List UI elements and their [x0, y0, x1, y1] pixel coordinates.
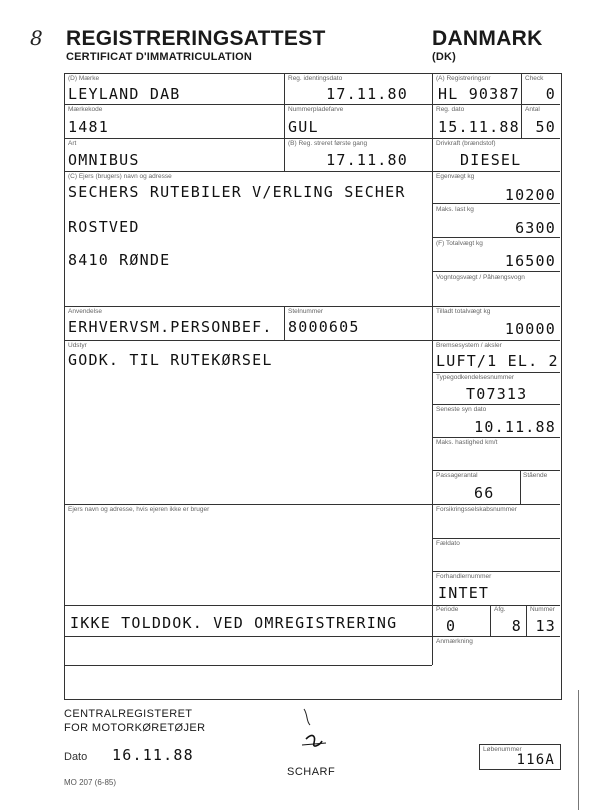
- port3-label: Nummer: [530, 606, 555, 613]
- typegodk-label: Typegodkendelsesnummer: [436, 374, 515, 381]
- footer-dato-value: 16.11.88: [112, 746, 194, 764]
- row-line-4: [64, 306, 560, 307]
- row-line-3: [64, 171, 560, 172]
- form-code: MO 207 (6-85): [64, 778, 117, 787]
- row-line-2: [64, 138, 560, 139]
- nr2-value: 50: [535, 118, 556, 136]
- staende-label: Stående: [523, 472, 548, 479]
- nummerplade-label: Nummerpladefarve: [288, 106, 344, 113]
- ejer2-label: Ejers navn og adresse, hvis ejeren ikke er bruger: [68, 506, 210, 513]
- signature-scribble: [292, 705, 342, 765]
- reg-dato-value: 17.11.80: [326, 85, 408, 103]
- nr2-label: Antal: [525, 106, 540, 113]
- document-subtitle: CERTIFICAT D'IMMATRICULATION: [66, 51, 253, 63]
- reg-nr-value: HL 90387: [438, 85, 520, 103]
- col-line-2: [432, 73, 433, 665]
- right-line-3: [432, 271, 560, 272]
- faldato-label: Fældato: [436, 540, 460, 547]
- totalvaegt-value: 16500: [504, 252, 556, 270]
- row-line-5: [64, 340, 560, 341]
- totalvaegt-label: (F) Totalvægt kg: [436, 240, 483, 247]
- right-line-4: [432, 372, 560, 373]
- bemaerkning-value: IKKE TOLDDOK. VED OMREGISTRERING: [70, 614, 398, 632]
- col-line-4: [520, 470, 521, 504]
- nummerplade-value: GUL: [288, 118, 319, 136]
- portal-label: Periode: [436, 606, 459, 613]
- drivkraft-label: Drivkraft (brændstof): [436, 140, 496, 147]
- dato2-value: 15.11.88: [438, 118, 520, 136]
- passagerer-value: 66: [474, 484, 495, 502]
- maks-hast-label: Maks. hastighed km/t: [436, 439, 498, 446]
- bremser-value: LUFT/1 EL. 2: [436, 352, 559, 370]
- ejer-line-2: ROSTVED: [68, 218, 140, 236]
- egenvaegt-value: 10200: [504, 186, 556, 204]
- maerke-label: (D) Mærke: [68, 75, 100, 82]
- forste-value: 17.11.80: [326, 151, 408, 169]
- row-line-8: [64, 636, 560, 637]
- forsikring-label: Forsikringsselskabsnummer: [436, 506, 517, 513]
- row-line-6: [64, 504, 432, 505]
- portal-value: 0: [446, 617, 457, 635]
- art-label: Art: [68, 140, 77, 147]
- reg-dato-label: Reg. identingsdato: [288, 75, 343, 82]
- forhandler-label: Forhandlernummer: [436, 573, 492, 580]
- tilladt-label: Tilladt totalvægt kg: [436, 308, 491, 315]
- ejer-line-3: 8410 RØNDE: [68, 251, 171, 269]
- right-line-5: [432, 404, 560, 405]
- ejer-label: (C) Ejers (brugers) navn og adresse: [68, 173, 172, 180]
- scan-edge-mark: [578, 690, 579, 810]
- row-line-9: [64, 665, 432, 666]
- col-line-5: [490, 605, 491, 636]
- org-line-1: CENTRALREGISTERET: [64, 708, 193, 720]
- syn-value: 10.11.88: [474, 418, 556, 436]
- vogntog-label: Vogntogsvægt / Påhængsvogn: [436, 274, 525, 281]
- passagerer-label: Passagerantal: [436, 472, 478, 479]
- typegodk-value: T07313: [466, 385, 528, 403]
- country-code: (DK): [432, 51, 457, 63]
- udstyr-value: GODK. TIL RUTEKØRSEL: [68, 351, 273, 369]
- row-line-1: [64, 104, 560, 105]
- dato2-label: Reg. dato: [436, 106, 465, 113]
- right-line-9: [432, 538, 560, 539]
- right-line-6: [432, 437, 560, 438]
- art-value: OMNIBUS: [68, 151, 140, 169]
- maerkekode-value: 1481: [68, 118, 109, 136]
- maks-last-value: 6300: [515, 219, 556, 237]
- check-value: 0: [545, 85, 556, 103]
- drivkraft-value: DIESEL: [460, 151, 522, 169]
- right-line-10: [432, 571, 560, 572]
- col-line-3: [521, 73, 522, 138]
- col-line-1: [284, 73, 285, 171]
- anvendelse-value: ERHVERVSM.PERSONBEF.: [68, 318, 273, 336]
- egenvaegt-label: Egenvægt kg: [436, 173, 475, 180]
- stelnr-value: 8000605: [288, 318, 360, 336]
- port3-value: 13: [535, 617, 556, 635]
- reg-nr-label: (A) Registreringsnr: [436, 75, 491, 82]
- col-line-1b: [284, 306, 285, 340]
- maks-last-label: Maks. last kg: [436, 206, 474, 213]
- ejer-line-1: SECHERS RUTEBILER V/ERLING SECHER: [68, 183, 406, 201]
- document-title: REGISTRERINGSATTEST: [66, 27, 326, 50]
- right-line-8: [432, 504, 560, 505]
- country-title: DANMARK: [432, 27, 543, 50]
- maerke-value: LEYLAND DAB: [68, 85, 181, 103]
- col-line-6: [526, 605, 527, 636]
- forhandler-value: INTET: [438, 584, 490, 602]
- signature-name: SCHARF: [287, 766, 336, 778]
- port2-value: 8: [511, 617, 522, 635]
- anvendelse-label: Anvendelse: [68, 308, 102, 315]
- tilladt-value: 10000: [504, 320, 556, 338]
- margin-mark: 8: [30, 26, 43, 50]
- anmaerkning-label: Anmærkning: [436, 638, 473, 645]
- udstyr-label: Udstyr: [68, 342, 87, 349]
- serial-value: 116A: [516, 752, 555, 768]
- bremser-label: Bremsesystem / aksler: [436, 342, 502, 349]
- right-line-2: [432, 237, 560, 238]
- maerkekode-label: Mærkekode: [68, 106, 103, 113]
- dato-label: Dato: [64, 751, 88, 763]
- check-label: Check: [525, 75, 544, 82]
- forste-label: (B) Reg. streret første gang: [288, 140, 368, 147]
- right-line-7: [432, 470, 560, 471]
- stelnr-label: Stelnummer: [288, 308, 324, 315]
- serial-label: Løbenummer: [483, 746, 522, 753]
- org-line-2: FOR MOTORKØRETØJER: [64, 722, 206, 734]
- syn-label: Seneste syn dato: [436, 406, 487, 413]
- port2-label: Afg.: [494, 606, 506, 613]
